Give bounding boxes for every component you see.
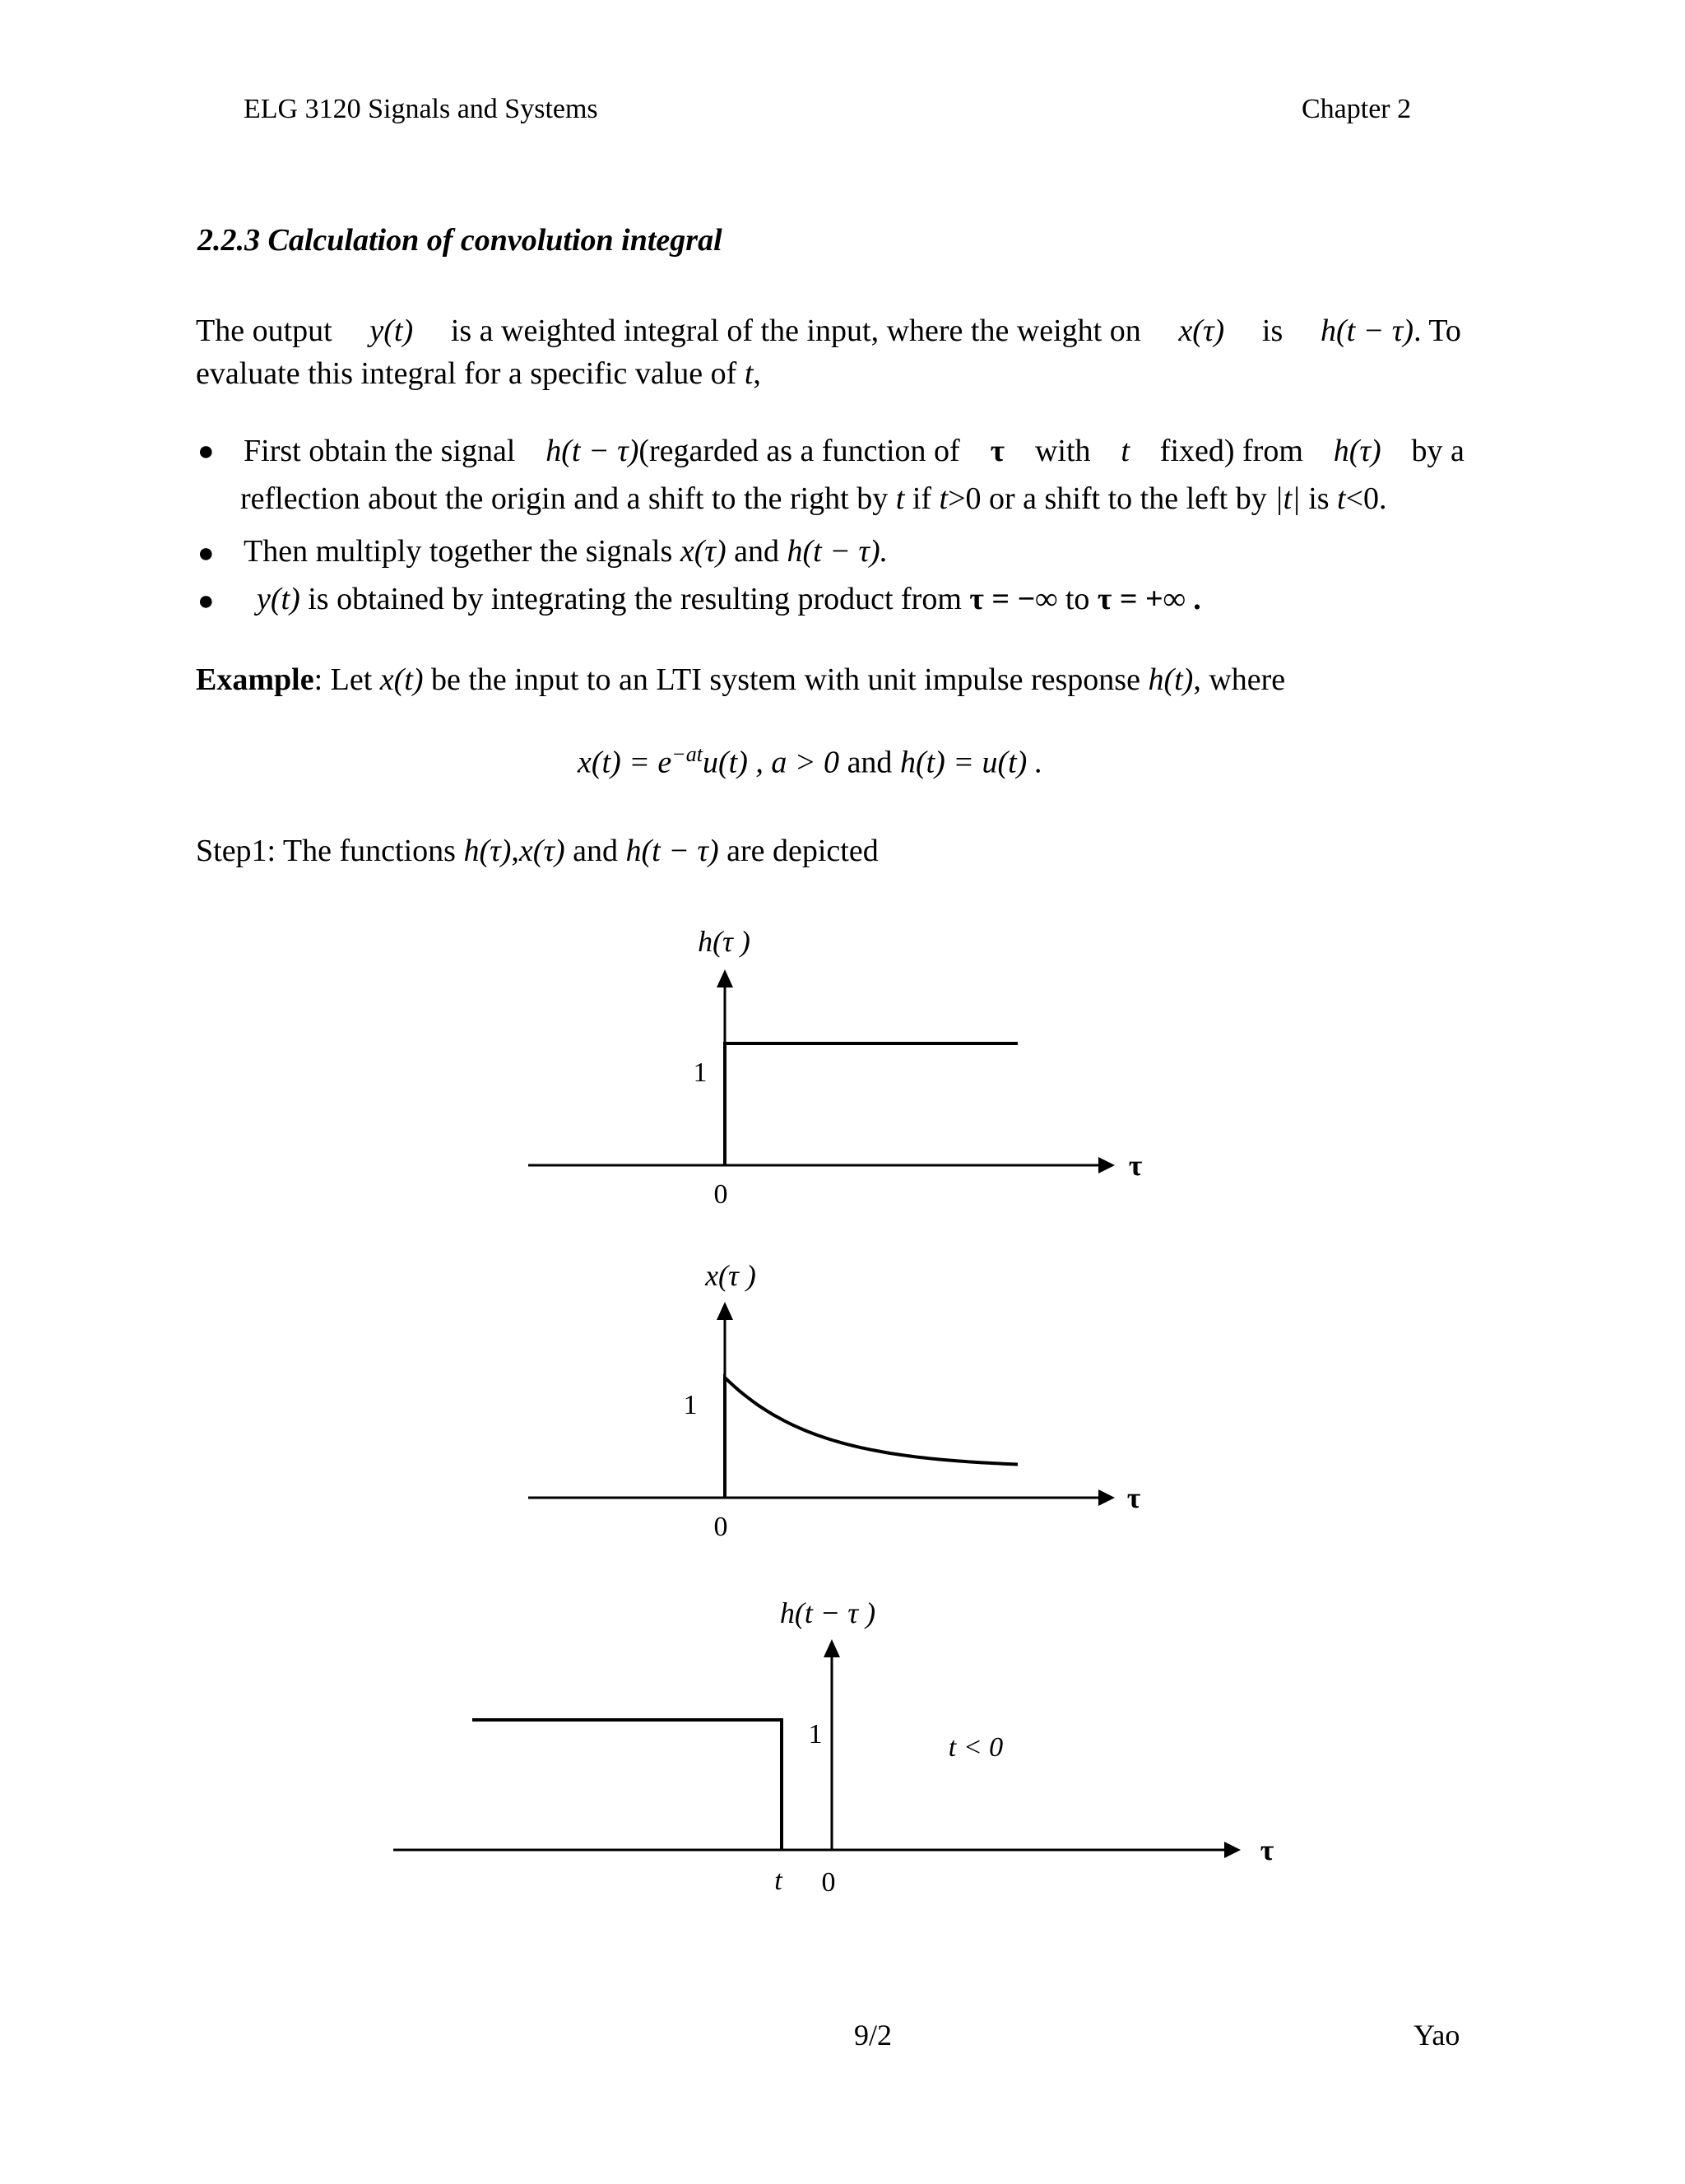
plot3-reflected-step xyxy=(472,1720,782,1850)
plot1-step-curve xyxy=(725,1043,1018,1165)
bullet-3: y(t) is obtained by integrating the resulting product from τ = −∞ to τ = +∞ . xyxy=(257,582,1201,616)
plot2-decay-curve xyxy=(725,1378,1018,1498)
intro-line-1: The output y(t) is a weighted integral of the input, where the weight on x(τ) is h(t − τ). To xyxy=(196,314,1461,348)
bullet-dot-2: ● xyxy=(197,538,215,569)
plot2-title: x(τ ) xyxy=(705,1259,756,1292)
plot3-axis-label: τ xyxy=(1260,1833,1274,1866)
plot1-vertical-axis-arrow xyxy=(717,969,733,987)
bullet-2: Then multiply together the signals x(τ) and h(t − τ). xyxy=(244,534,889,569)
plot1-one-label: 1 xyxy=(693,1057,708,1088)
plot2-zero-label: 0 xyxy=(713,1512,728,1542)
plot-h-tau xyxy=(528,925,1143,1210)
bullet-1-line-1: First obtain the signal h(t − τ)(regarded as a function of τ with t fixed) from h(τ) by a xyxy=(244,434,1465,468)
plot2-axis-label: τ xyxy=(1126,1481,1141,1514)
plot3-t-label: t xyxy=(774,1866,782,1896)
plot2-one-label: 1 xyxy=(683,1390,698,1420)
intro-line-2: evaluate this integral for a specific value of t, xyxy=(196,356,761,391)
plot-x-tau xyxy=(528,1259,1141,1542)
plot1-axis-label: τ xyxy=(1128,1149,1143,1182)
plot2-vertical-axis-arrow xyxy=(717,1302,733,1320)
bullet-dot-1: ● xyxy=(197,436,215,467)
bullet-1-line-2: reflection about the origin and a shift to the right by t if t>0 or a shift to the left by |t| is t<0. xyxy=(240,481,1387,516)
plot3-vertical-axis-arrow xyxy=(824,1639,840,1657)
step1-line: Step1: The functions h(τ),x(τ) and h(t − τ) are depicted xyxy=(196,834,879,868)
plot1-title: h(τ ) xyxy=(698,925,750,958)
plot3-title: h(t − τ ) xyxy=(779,1596,876,1629)
plot1-zero-label: 0 xyxy=(713,1179,728,1210)
page-number: 9/2 xyxy=(854,2019,893,2052)
bullet-dot-3: ● xyxy=(197,586,215,616)
footer-author: Yao xyxy=(1413,2019,1460,2052)
plot3-zero-label: 0 xyxy=(821,1867,836,1898)
plot3-tau-axis-arrow xyxy=(1224,1842,1241,1858)
plot1-tau-axis-arrow xyxy=(1098,1157,1115,1173)
section-title: 2.2.3 Calculation of convolution integral xyxy=(197,223,722,258)
example-equation: $x(t) = e^{-at}u(t)$ , a > 0 and h(t) = u(t) . xyxy=(578,742,1043,780)
plot3-one-label: 1 xyxy=(808,1719,823,1750)
example-line: Example: Let x(t) be the input to an LTI system with unit impulse response h(t), where xyxy=(196,662,1286,697)
header-chapter: Chapter 2 xyxy=(1302,94,1412,124)
plot2-tau-axis-arrow xyxy=(1098,1489,1115,1506)
plot-h-t-minus-tau xyxy=(393,1596,1274,1898)
plot3-condition-label: t < 0 xyxy=(948,1732,1004,1763)
header-course: ELG 3120 Signals and Systems xyxy=(244,94,598,124)
